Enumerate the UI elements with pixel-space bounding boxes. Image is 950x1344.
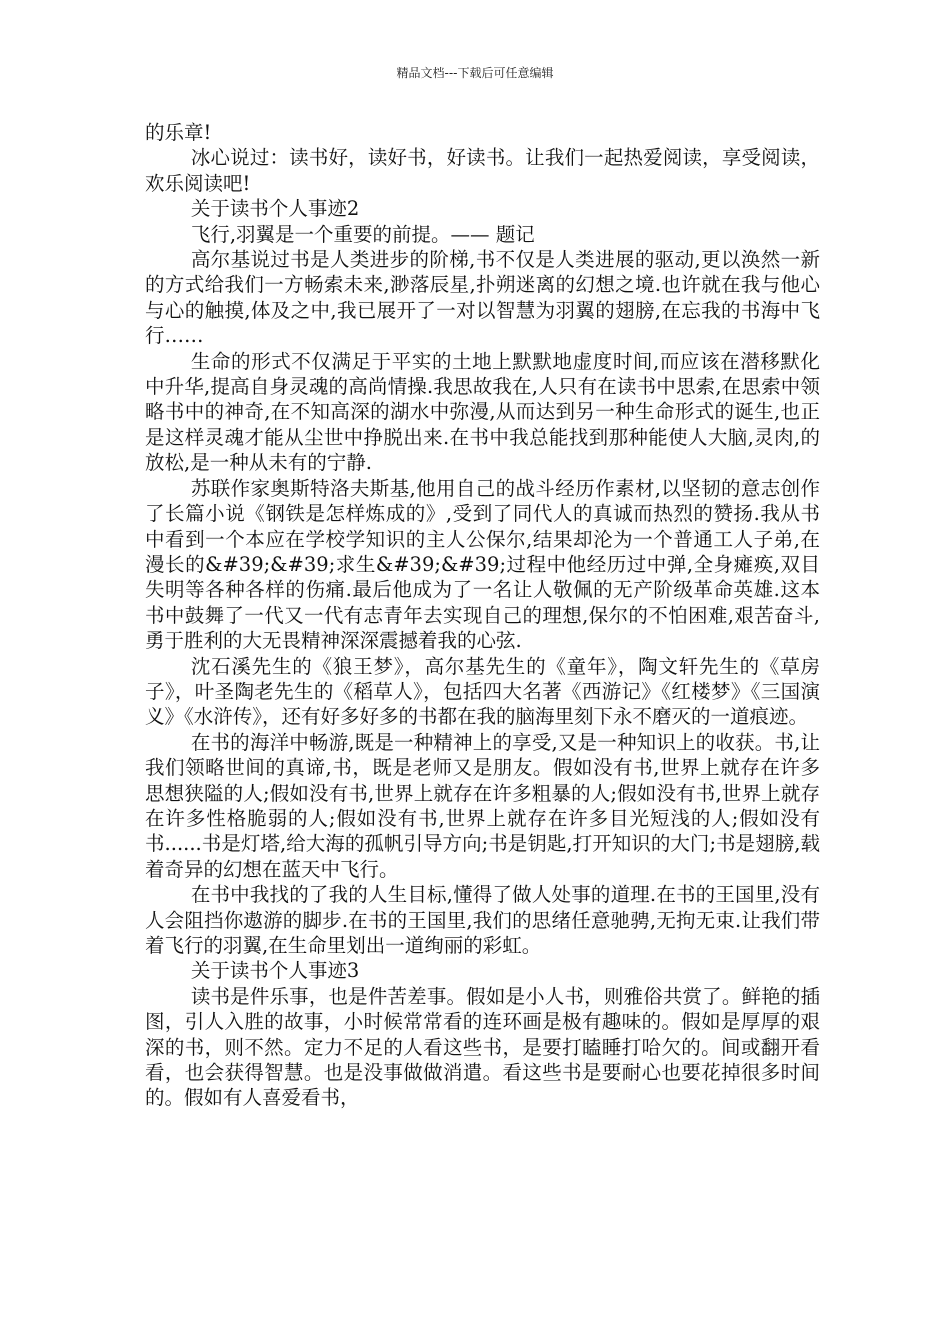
paragraph-epigraph: 飞行,羽翼是一个重要的前提。—— 题记 bbox=[190, 222, 535, 246]
paragraph-6: 沈石溪先生的《狼王梦》，高尔基先生的《童年》，陶文轩先生的《草房子》，叶圣陶老先生的《稻草人》，包括四大名著《西游记》《红楼梦》《三国演义》《水浒传》，还有好多好多的书都在我的脑海里刻下永不磨灭的一道痕迹。 bbox=[145, 654, 820, 729]
paragraph-1: 的乐章! bbox=[145, 121, 212, 144]
section-heading-2: 关于读书个人事迹2 bbox=[190, 197, 360, 221]
paragraph-2: 冰心说过：读书好，读好书，好读书。让我们一起热爱阅读，享受阅读，欢乐阅读吧! bbox=[145, 146, 820, 195]
paragraph-5: 苏联作家奥斯特洛夫斯基,他用自己的战斗经历作素材,以坚韧的意志创作了长篇小说《钢铁是怎样炼成的》,受到了同代人的真诚而热烈的赞扬.我从书中看到一个本应在学校学知识的主人公保尔,结果却沦为一个普通工人子弟,在漫长的&#39;&#39;求生&#39;&#39;过程中他经历过中弹,全身瘫痪,双目失明等各种各样的伤痛.最后他成为了一名让人敬佩的无产阶级革命英雄.这本书中鼓舞了一代又一代有志青年去实现自己的理想,保尔的不怕困难,艰苦奋斗,勇于胜利的大无畏精神深深震撼着我的心弦. bbox=[145, 476, 820, 653]
paragraph-4: 生命的形式不仅满足于平实的土地上默默地虚度时间,而应该在潜移默化中升华,提高自身灵魂的高尚情操.我思故我在,人只有在读书中思索,在思索中领略书中的神奇,在不知高深的湖水中弥漫,从而达到另一种生命形式的诞生,也正是这样灵魂才能从尘世中挣脱出来.在书中我总能找到那种能使人大脑,灵肉,的放松,是一种从未有的宁静. bbox=[145, 349, 820, 475]
section-heading-3: 关于读书个人事迹3 bbox=[190, 959, 360, 983]
document-body bbox=[145, 120, 820, 1111]
paragraph-3: 高尔基说过书是人类进步的阶梯,书不仅是人类进展的驱动,更以涣然一新的方式给我们一方畅索未来,渺落辰星,扑朔迷离的幻想之境.也许就在我与他心与心的触摸,体及之中,我已展开了一对以智慧为羽翼的翅膀,在忘我的书海中飞行…… bbox=[145, 248, 820, 348]
paragraph-9: 读书是件乐事，也是件苦差事。假如是小人书，则雅俗共赏了。鲜艳的插图，引人入胜的故事，小时候常常看的连环画是极有趣味的。假如是厚厚的艰深的书，则不然。定力不足的人看这些书，是要打瞌睡打哈欠的。间或翻开看看，也会获得智慧。也是没事做做消遣。看这些书是要耐心也要花掉很多时间的。假如有人喜爱看书， bbox=[145, 984, 820, 1110]
page-header: 精品文档---下载后可任意编辑 bbox=[396, 66, 554, 80]
paragraph-7: 在书的海洋中畅游,既是一种精神上的享受,又是一种知识上的收获。书,让我们领略世间的真谛,书，既是老师又是朋友。假如没有书,世界上就存在许多思想狭隘的人;假如没有书,世界上就存在许多粗暴的人;假如没有书,世界上就存在许多性格脆弱的人;假如没有书,世界上就存在许多目光短浅的人;假如没有书......书是灯塔,给大海的孤帆引导方向;书是钥匙,打开知识的大门;书是翅膀,载着奇异的幻想在蓝天中飞行。 bbox=[145, 730, 820, 881]
paragraph-8: 在书中我找的了我的人生目标,懂得了做人处事的道理.在书的王国里,没有人会阻挡你遨游的脚步.在书的王国里,我们的思绪任意驰骋,无拘无束.让我们带着飞行的羽翼,在生命里划出一道绚丽的彩虹。 bbox=[145, 883, 820, 957]
